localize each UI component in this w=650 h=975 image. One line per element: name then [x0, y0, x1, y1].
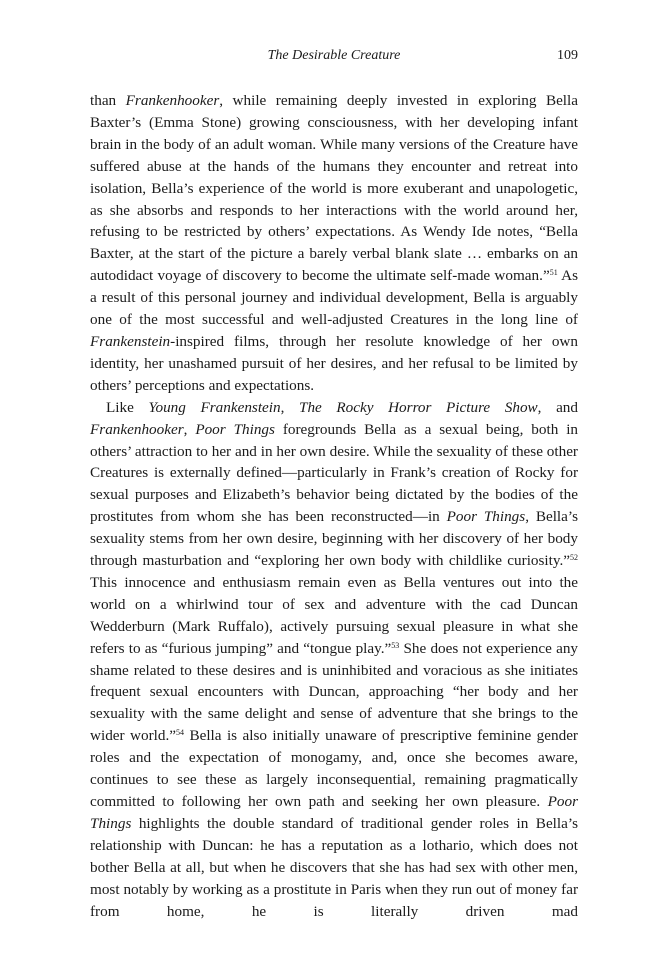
text-run: , [280, 398, 300, 416]
film-title: Frankenhooker [125, 92, 220, 109]
text-run: As a result of this personal journey and individual development, Bella is arguably one of the most successful and well-adjusted Creatures in the long line of [90, 267, 578, 329]
film-title: Frankenstein [90, 332, 171, 350]
film-title: Frankenhooker [90, 420, 184, 438]
text-run: Like [106, 398, 149, 416]
text-run: highlights the double standard of traditional gender roles in Bella’s relationship with Duncan: he has a reputation as a lothario, which does not bother Bella at all, but when he discovers that she has had sex with other men, most notably by working as a prostitute in Paris when they run out of money far from home, he is literally driven mad [90, 814, 578, 920]
page-number: 109 [557, 48, 578, 63]
footnote-ref-54: 54 [176, 728, 184, 738]
paragraph-1 [90, 90, 578, 397]
paragraph-2 [90, 397, 578, 923]
body-text [90, 90, 578, 922]
text-run: , and [537, 398, 578, 416]
film-title: Poor Things [446, 508, 526, 526]
text-run: She does not experience any shame related to these desires and is uninhibited and voracious as she initiates frequent sexual encounters with Duncan, approaching “her body and her sexuality with the same delight and sense of adventure that she brings to the wider world.” [90, 639, 579, 745]
text-run: Bella is also initially unaware of prescriptive feminine gender roles and the expectation of monogamy, and, once she becomes aware, continues to see these as largely inconsequential, remaining pragmatically committed to following her own path and seeking her own pleasure. [90, 727, 578, 810]
film-title: Young Frankenstein [148, 398, 281, 416]
text-run: -inspired films, through her resolute knowledge of her own identity, her unashamed pursuit of her desires, and her refusal to be limited by others’ perceptions and expectations. [90, 332, 578, 394]
text-run: foregrounds Bella as a sexual being, both in others’ attraction to her and in her own desire. While the sexuality of these other Creatures is externally defined—particularly in Frank’s creation of Rocky for sexual purposes and Elizabeth’s behavior being dictated by the bodies of the prostitutes from whom she has been reconstructed—in [90, 420, 579, 526]
text-run: , while remaining deeply invested in exploring Bella Baxter’s (Emma Stone) growing consciousness, with her developing infant brain in the body of an adult woman. While many versions of the Creature have suffered abuse at the hands of the humans they encounter and retreat into isolation, Bella’s experience of the world is more exuberant and unapologetic, as she absorbs and responds to her interactions with the world around her, refusing to be restricted by others’ expectations. As Wendy Ide notes, “Bella Baxter, at the start of the picture a barely verbal blank slate … embarks on an autodidact voyage of discovery to become the ultimate self-made woman.” [90, 92, 578, 285]
film-title: Poor Things [195, 420, 275, 438]
running-title: The Desirable Creature [267, 48, 401, 63]
running-head [90, 46, 578, 66]
text-run: , Bella’s sexuality stems from her own desire, beginning with her discovery of her body through masturbation and “exploring her own body with childlike curiosity.” [90, 508, 579, 570]
text-run: , [183, 420, 196, 438]
footnote-ref-51: 51 [549, 268, 558, 278]
text-run: This innocence and enthusiasm remain even as Bella ventures out into the world on a whirlwind tour of sex and adventure with the cad Duncan Wedderburn (Mark Ruffalo), actively pursuing sexual pleasure in what she refers to as “furious jumping” and “tongue play.” [90, 573, 578, 657]
text-run: than [90, 92, 126, 109]
footnote-ref-52: 52 [570, 553, 578, 563]
film-title: Poor Things [90, 793, 578, 832]
footnote-ref-53: 53 [391, 640, 400, 650]
film-title: The Rocky Horror Picture Show [299, 398, 538, 416]
